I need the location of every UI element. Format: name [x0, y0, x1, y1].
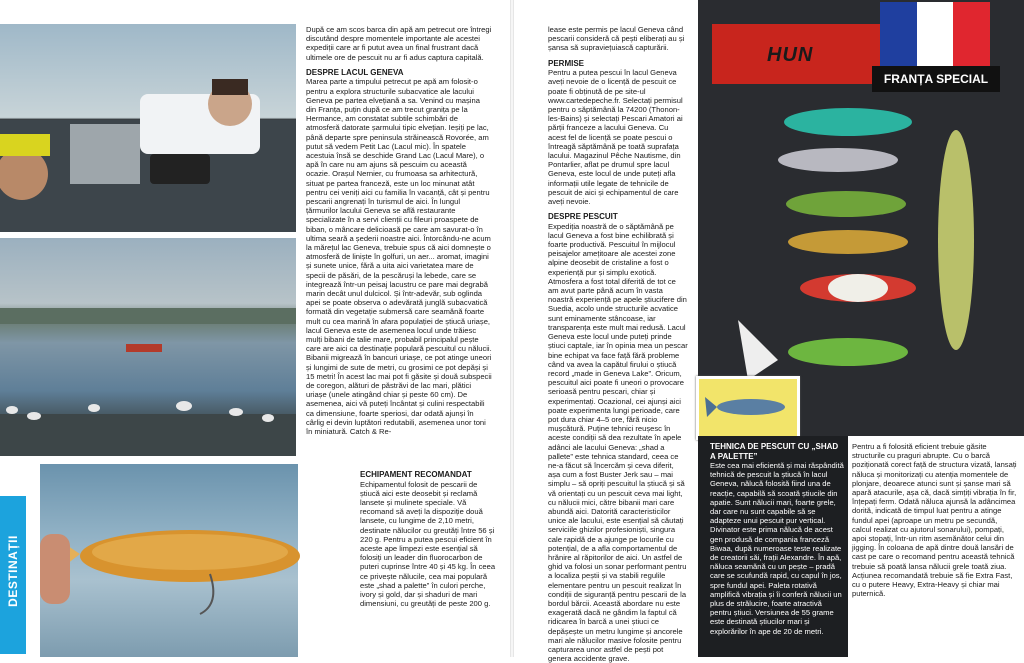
section-label: DESTINAȚII [6, 535, 20, 607]
technique-heading: TEHNICA DE PESCUIT CU „SHAD A PALETTE” [710, 442, 839, 461]
lake-photo [0, 238, 296, 456]
flag-red-stripe [953, 2, 990, 66]
flag-blue-stripe [880, 2, 917, 66]
fishing-paragraph: Expediția noastră de o săptămână pe lacul Geneva a fost bine echilibrată și foarte productivă. Pescuitul în mijlocul peisajelor amețitoare ale acestei zone alpine deosebit de cristaline a fost o experiență pur și simplu exotică. Atmosfera a fost total diferită de tot ce am avut parte până acum în vasta noastră experiență pe apele știucifere din Suedia, acolo unde structurile acvatice sunt eminamente stâncoase, iar transparența este mult mai redusă. Lacul Geneva este locul unde puteți prinde știuci captale, iar în opinia mea un pescar bine echipat va face față fără probleme când va avea la capătul firului o știucă record „made in Geneva Lake”. Oricum, pescuitul aici poate fi uneori o provocare serioasă pentru pescari, chiar și experimentați. Ocazional, cei ajunși aici poate experimenta lungi perioade, care pot dura chiar 4–5 ore, fără nicio mușcătură. Puține tehnici reușesc în aceste condiții să dea rezultate în apele adânci ale lacului Geneva: „shad a pallete” este tehnica standard, ceea ce ne-a făcut să încercăm și ceva diferit, așa cum a fost Buster Jerk sau – mai simplu – să opriți pescuitul la știucă și să vă orientați cu un pescuit ceva mai light, cu nălucii mici, către bibanii mari care abundă aici. Datorită caracteristicilor unice ale lacului, este esențial să căutați serviciile ghizilor profesioniști, singura cale rapidă de a ajunge pe locurile cu potențial, de a afla comportamentul de hrănire al răpitorilor de aici. Un astfel de ghid va folosi un sonar performant pentru a localiza peștii și va stabili regulile elementare pentru un pescuit realizat în condiții de siguranță pentru pescarii de la bordul bărcii. Această abordare nu este exagerată dacă ne gândim la faptul că ridicarea în barcă a unei știuci ce depășește un metru lungime și ancorele mari ale nălucilor masive folosite pentru capturarea unor astfel de pești pot genera accidente grave. [548, 221, 688, 663]
permits-heading: PERMISE [548, 58, 585, 68]
equipment-heading: ECHIPAMENT RECOMANDAT [360, 470, 472, 479]
lure-photo [40, 464, 298, 657]
lure-thumbnail [696, 376, 800, 440]
boat-photo [0, 24, 296, 232]
lure-illustration [40, 464, 298, 657]
geneva-paragraph: Marea parte a timpului petrecut pe apă am folosit-o pentru a explora structurile subacvatice ale lacului Geneva pe partea elvețiană a sa. Venind cu mașina din Franța, puțin după ce am trecut granița pe la Hermance, am constatat subtile schimbări de atmosferă datorate șarmului tipic elvețian. Ieșiți pe lac, până departe spre peninsula străinească Rovorée, am putut să vedem Petit Lac (Lacul mic). În spatele acestuia însă se deschide Grand Lac (Lacul Mare), o apă în care nu am ajuns să pescuim cu această ocazie. Orașul Nernier, cu frumoasa sa arhitectură, situat pe partea franceză, este un loc minunat atât pentru cei veniți aici cu familia în vacanță, cât și pentru pescarii angrenați în turismul de aici. În lungul țărmurilor lacului Geneva se află restaurante specializate în a servi clienții cu fileuri proaspete de biban, o mâncare delicioasă pe care am savurat-o în ultima seară a șederii noastre aici. Întorcându-ne acum la mărețul lac Geneva, trebuie spus că aici domnește o atmosferă de liniște în golfuri, un aer... aromat, imagini și sunete unice, fără a uita aici varietatea mare de specii de păsări, de la pescăruși la lebede, care se integrează într-un peisaj lacustru ce pare mai degrabă marin decât unul dulcicol. Și într-adevăr, sub oglinda apei se poate observa o adevărată junglă subacvatică formată din vegetație submersă care seamănă foarte mult cu cea marină în afara populației de știucă uriașe, lacul Geneva este de asemenea locul unde trăiesc mulți bibani de talie mare, probabil principalul pește care are aici ca destinație populară pescuitul cu nălucii. Bibanii migrează în bancuri uriașe, ce pot atinge uneori și lungimi de sute de metri, cu grosimi ce pot depăși și 15 metri! În acest lac mai pot fi găsite și două subspecii de coregon, alături de păstrăvi de lac mari, plătici uriașe (unele atingând chiar și peste 60 cm). De asemenea, aici vă puteți încântat și culini respectabili ca dimensiune, foarte speriosi, dar odată ajunși în cârlig ei devin luptători redutabili, asemenea unor toni în miniatură. Catch & Re- [306, 77, 492, 437]
boat-illustration [0, 24, 296, 232]
hunter-brand-text: HUN [767, 44, 814, 66]
section-sidebar [0, 496, 26, 654]
franta-special-label: FRANȚA SPECIAL [872, 66, 1000, 92]
permits-paragraph: Pentru a putea pescui în lacul Geneva aveți nevoie de o licență de pescuit ce poate fi obținută de pe site-ul www.cartedepeche.fr. Selectați permisul pentru o săptămână la 74200 (Thonon-les-Bains) și selectați Pescari Amatori ai părții franceze a lacului Geneva. Cu acest fel de licență se poate pescui o întreagă săptămână pe toată suprafața lacului. Magazinul Pêche Nautisme, din Pontarlier, aflat pe drumul spre lacul Geneva, este locul de unde puteți afla informații utile legate de tehnicile de pescuit de aici și echipamentul de care aveți nevoie. [548, 68, 683, 206]
fishing-heading: DESPRE PESCUIT [548, 212, 618, 222]
technique-paragraph: Este cea mai eficientă și mai răspândită tehnică de pescuit la știucă în lacul Geneva, nălucă folosită fiind una de reacție, capabilă să scoată știucile din apatie. Sunt nălucii mari, foarte grele, dar care nu sunt capabile să se adapteze unui pescuit pur vertical. Divinator este prima nălucă de acest gen produsă de compania franceză Biwaa, după numeroase teste realizate de creatorii săi, frații Alexandre. În apă, năluca seamănă cu un pește – pradă care se scufundă rapid, cu capul în jos, spre fundul apei. Paleta rotativă amplifică vibrația și îi conferă nălucii un plus de strălucire, foarte atractivă pentru știuci. Versiunea de 55 grame este destinată știucilor mari și explorărilor în ape de 20 de metri. [710, 461, 844, 636]
column-technique [710, 442, 844, 654]
lease-paragraph: lease este permis pe lacul Geneva când pescarii consideră că pești eliberați au și șansa să supraviețuiască capturării. [548, 25, 685, 53]
hunter-brand-banner [712, 24, 882, 84]
column-equipment [360, 470, 496, 656]
column-permits [548, 25, 688, 663]
intro-paragraph: După ce am scos barca din apă am petrecut ore întregi discutând despre momentele importante ale acestei expediții care ar fi putut avea un final frustrant dacă ultimele ore de pescuit nu ar fi adus captura capitală. [306, 25, 492, 62]
french-flag [880, 2, 990, 66]
flag-white-stripe [917, 2, 954, 66]
page-gutter [510, 0, 514, 657]
equipment-paragraph: Echipamentul folosit de pescarii de știucă aici este deosebit și reclamă lansete și mulinete speciale. Vă recomand să aveți la dispoziție două lansete, cu lungime de 2,10 metri, destinate nălucilor cu greutăți între 56 și 220 g. Pentru a putea pescui eficient în aceste ape limpezi este esențial să folosiți un leader din fluorocarbon de puteri cuprinse între 40 și 45 kg. În ceea ce privește nălucile, cea mai populară este „shad a palette” în culori perche, ivory și gold, dar și shaduri de mari dimensiuni, cu greutăți de peste 200 g. [360, 479, 496, 609]
technique-continued-paragraph: Pentru a fi folosită eficient trebuie găsite structurile cu praguri abrupte. Cu o barcă poziționată corect față de structura vizată, lansați năluca și monitorizați cu atenția momentele de plonjare, deoarece atunci sunt și șanse mari să apară atacurile, așa că, dacă simțiți vibrația în fir, înțepați ferm. Odată năluca ajunsă la adâncimea dorită, indicată de timpul luat pentru a atinge fundul apei (aproape un metru pe secundă, calcul realizat cu ajutorul sonarului), pompați, apoi stopați, într-un ritm asemănător celui din jigging. În coloana de apă dintre două lansări de cast pe care o recomand pentru această tehnică trebuie să poată lansa nălucii grele toată ziua. Acțiunea recomandată trebuie să fie Extra Fast, cu o putere Heavy, Extra-Heavy și chiar mai puternică. [852, 442, 1017, 599]
column-technique-continued [852, 442, 1018, 654]
geneva-heading: DESPRE LACUL GENEVA [306, 67, 404, 77]
lake-illustration [0, 238, 296, 456]
lure-thumbnail-illustration [699, 379, 797, 437]
column-geneva [306, 25, 492, 465]
